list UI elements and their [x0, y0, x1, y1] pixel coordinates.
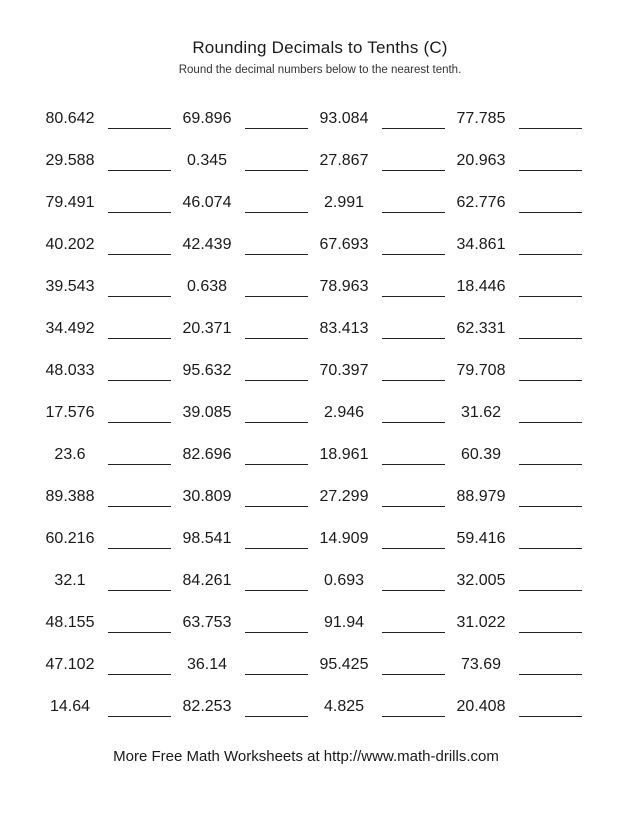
problem-row	[34, 686, 582, 728]
problem-cell	[34, 529, 171, 549]
problem-cell	[34, 613, 171, 633]
problem-cell	[308, 613, 445, 633]
problem-cell	[171, 655, 308, 675]
problem-number: 47.102	[45, 656, 95, 673]
problem-cell	[34, 487, 171, 507]
problem-cell	[171, 193, 308, 213]
problem-number: 48.155	[45, 614, 95, 631]
problem-number: 89.388	[45, 488, 95, 505]
problem-number: 73.69	[460, 656, 502, 673]
problem-row	[34, 476, 582, 518]
problem-cell	[445, 403, 582, 423]
problem-number: 60.39	[460, 446, 502, 463]
problem-number: 31.022	[456, 614, 506, 631]
problem-row	[34, 434, 582, 476]
problem-cell	[445, 109, 582, 129]
problem-cell	[308, 109, 445, 129]
answer-blank[interactable]	[245, 111, 308, 129]
answer-blank[interactable]	[245, 195, 308, 213]
problem-row	[34, 308, 582, 350]
problem-number: 83.413	[319, 320, 369, 337]
problem-cell	[34, 361, 171, 381]
problem-number: 91.94	[323, 614, 365, 631]
problem-number: 18.446	[456, 278, 506, 295]
answer-blank[interactable]	[108, 447, 171, 465]
problem-cell	[171, 319, 308, 339]
problem-number: 77.785	[456, 110, 506, 127]
problem-number: 2.991	[323, 194, 365, 211]
problem-number: 63.753	[182, 614, 232, 631]
answer-blank[interactable]	[519, 573, 582, 591]
problem-cell	[34, 193, 171, 213]
problem-number: 70.397	[319, 362, 369, 379]
problem-cell	[308, 697, 445, 717]
answer-blank[interactable]	[108, 615, 171, 633]
problem-number: 27.867	[319, 152, 369, 169]
answer-blank[interactable]	[245, 447, 308, 465]
answer-blank[interactable]	[108, 531, 171, 549]
problem-cell	[171, 403, 308, 423]
answer-blank[interactable]	[382, 657, 445, 675]
problem-cell	[34, 655, 171, 675]
problem-number: 60.216	[45, 530, 95, 547]
problem-row	[34, 140, 582, 182]
problem-cell	[34, 445, 171, 465]
problem-cell	[34, 319, 171, 339]
problem-number: 2.946	[323, 404, 365, 421]
problem-number: 42.439	[182, 236, 232, 253]
problem-row	[34, 182, 582, 224]
problem-number: 78.963	[319, 278, 369, 295]
problem-cell	[445, 571, 582, 591]
answer-blank[interactable]	[108, 279, 171, 297]
problem-cell	[34, 277, 171, 297]
problem-number: 48.033	[45, 362, 95, 379]
problem-cell	[171, 571, 308, 591]
problem-cell	[34, 151, 171, 171]
problem-cell	[171, 529, 308, 549]
answer-blank[interactable]	[519, 363, 582, 381]
problem-number: 84.261	[182, 572, 232, 589]
problem-number: 98.541	[182, 530, 232, 547]
problem-number: 40.202	[45, 236, 95, 253]
answer-blank[interactable]	[108, 405, 171, 423]
problem-number: 23.6	[54, 446, 86, 463]
problem-cell	[445, 319, 582, 339]
answer-blank[interactable]	[519, 657, 582, 675]
problem-cell	[445, 151, 582, 171]
answer-blank[interactable]	[382, 195, 445, 213]
answer-blank[interactable]	[108, 153, 171, 171]
problem-cell	[308, 151, 445, 171]
problem-number: 34.492	[45, 320, 95, 337]
problem-cell	[308, 403, 445, 423]
answer-blank[interactable]	[245, 237, 308, 255]
problem-cell	[445, 445, 582, 465]
footer-credit: More Free Math Worksheets at http://www.math-drills.com	[113, 748, 499, 765]
answer-blank[interactable]	[108, 195, 171, 213]
answer-blank[interactable]	[108, 489, 171, 507]
problem-cell	[308, 445, 445, 465]
answer-blank[interactable]	[382, 531, 445, 549]
problem-number: 59.416	[456, 530, 506, 547]
problem-cell	[171, 151, 308, 171]
problem-cell	[308, 235, 445, 255]
answer-blank[interactable]	[519, 405, 582, 423]
problem-cell	[308, 571, 445, 591]
problem-cell	[34, 109, 171, 129]
problem-cell	[445, 655, 582, 675]
problem-number: 34.861	[456, 236, 506, 253]
answer-blank[interactable]	[519, 279, 582, 297]
problem-number: 39.085	[182, 404, 232, 421]
problem-row	[34, 98, 582, 140]
problem-row	[34, 350, 582, 392]
problem-cell	[308, 655, 445, 675]
answer-blank[interactable]	[108, 363, 171, 381]
answer-blank[interactable]	[108, 237, 171, 255]
problem-cell	[445, 235, 582, 255]
problem-grid	[34, 98, 582, 728]
problem-number: 95.632	[182, 362, 232, 379]
answer-blank[interactable]	[245, 573, 308, 591]
problem-cell	[171, 487, 308, 507]
answer-blank[interactable]	[382, 237, 445, 255]
problem-row	[34, 266, 582, 308]
answer-blank[interactable]	[382, 279, 445, 297]
problem-cell	[171, 445, 308, 465]
answer-blank[interactable]	[108, 573, 171, 591]
problem-cell	[308, 319, 445, 339]
problem-number: 79.491	[45, 194, 95, 211]
problem-row	[34, 392, 582, 434]
answer-blank[interactable]	[519, 321, 582, 339]
problem-number: 79.708	[456, 362, 506, 379]
answer-blank[interactable]	[382, 447, 445, 465]
problem-number: 62.776	[456, 194, 506, 211]
problem-number: 27.299	[319, 488, 369, 505]
problem-cell	[308, 529, 445, 549]
answer-blank[interactable]	[245, 615, 308, 633]
problem-row	[34, 602, 582, 644]
problem-number: 88.979	[456, 488, 506, 505]
answer-blank[interactable]	[382, 573, 445, 591]
answer-blank[interactable]	[245, 657, 308, 675]
problem-cell	[171, 613, 308, 633]
problem-number: 0.693	[323, 572, 365, 589]
answer-blank[interactable]	[108, 699, 171, 717]
answer-blank[interactable]	[245, 153, 308, 171]
answer-blank[interactable]	[519, 447, 582, 465]
problem-number: 17.576	[45, 404, 95, 421]
problem-number: 82.696	[182, 446, 232, 463]
problem-number: 0.345	[186, 152, 228, 169]
problem-number: 80.642	[45, 110, 95, 127]
problem-number: 93.084	[319, 110, 369, 127]
problem-cell	[34, 403, 171, 423]
problem-number: 29.588	[45, 152, 95, 169]
problem-cell	[308, 487, 445, 507]
answer-blank[interactable]	[108, 321, 171, 339]
answer-blank[interactable]	[519, 153, 582, 171]
problem-number: 39.543	[45, 278, 95, 295]
problem-cell	[445, 613, 582, 633]
answer-blank[interactable]	[519, 699, 582, 717]
problem-number: 69.896	[182, 110, 232, 127]
worksheet-instructions: Round the decimal numbers below to the nearest tenth.	[178, 64, 462, 76]
problem-cell	[34, 235, 171, 255]
answer-blank[interactable]	[519, 237, 582, 255]
answer-blank[interactable]	[382, 111, 445, 129]
answer-blank[interactable]	[245, 321, 308, 339]
problem-number: 36.14	[186, 656, 228, 673]
problem-cell	[308, 193, 445, 213]
problem-number: 4.825	[323, 698, 365, 715]
problem-row	[34, 224, 582, 266]
answer-blank[interactable]	[382, 489, 445, 507]
answer-blank[interactable]	[382, 321, 445, 339]
worksheet-title: Rounding Decimals to Tenths (C)	[192, 38, 448, 57]
problem-row	[34, 560, 582, 602]
problem-cell	[308, 277, 445, 297]
problem-number: 95.425	[319, 656, 369, 673]
answer-blank[interactable]	[519, 195, 582, 213]
problem-cell	[445, 529, 582, 549]
problem-number: 67.693	[319, 236, 369, 253]
answer-blank[interactable]	[382, 363, 445, 381]
answer-blank[interactable]	[519, 615, 582, 633]
problem-cell	[171, 697, 308, 717]
answer-blank[interactable]	[382, 699, 445, 717]
answer-blank[interactable]	[245, 279, 308, 297]
problem-number: 20.371	[182, 320, 232, 337]
answer-blank[interactable]	[108, 657, 171, 675]
answer-blank[interactable]	[245, 699, 308, 717]
problem-cell	[445, 361, 582, 381]
problem-cell	[171, 109, 308, 129]
answer-blank[interactable]	[382, 153, 445, 171]
answer-blank[interactable]	[519, 531, 582, 549]
problem-number: 20.408	[456, 698, 506, 715]
problem-cell	[445, 697, 582, 717]
problem-number: 46.074	[182, 194, 232, 211]
problem-cell	[445, 193, 582, 213]
problem-cell	[171, 235, 308, 255]
problem-cell	[171, 361, 308, 381]
problem-number: 14.909	[319, 530, 369, 547]
problem-number: 14.64	[49, 698, 91, 715]
problem-cell	[308, 361, 445, 381]
problem-cell	[34, 697, 171, 717]
problem-number: 18.961	[319, 446, 369, 463]
problem-number: 31.62	[460, 404, 502, 421]
answer-blank[interactable]	[519, 489, 582, 507]
answer-blank[interactable]	[108, 111, 171, 129]
problem-number: 30.809	[182, 488, 232, 505]
answer-blank[interactable]	[245, 363, 308, 381]
problem-row	[34, 518, 582, 560]
answer-blank[interactable]	[519, 111, 582, 129]
problem-cell	[445, 487, 582, 507]
problem-number: 62.331	[456, 320, 506, 337]
problem-number: 20.963	[456, 152, 506, 169]
answer-blank[interactable]	[382, 405, 445, 423]
problem-cell	[171, 277, 308, 297]
answer-blank[interactable]	[245, 531, 308, 549]
answer-blank[interactable]	[245, 489, 308, 507]
problem-row	[34, 644, 582, 686]
answer-blank[interactable]	[245, 405, 308, 423]
problem-cell	[34, 571, 171, 591]
problem-number: 32.005	[456, 572, 506, 589]
problem-number: 32.1	[54, 572, 86, 589]
problem-cell	[445, 277, 582, 297]
answer-blank[interactable]	[382, 615, 445, 633]
problem-number: 82.253	[182, 698, 232, 715]
problem-number: 0.638	[186, 278, 228, 295]
